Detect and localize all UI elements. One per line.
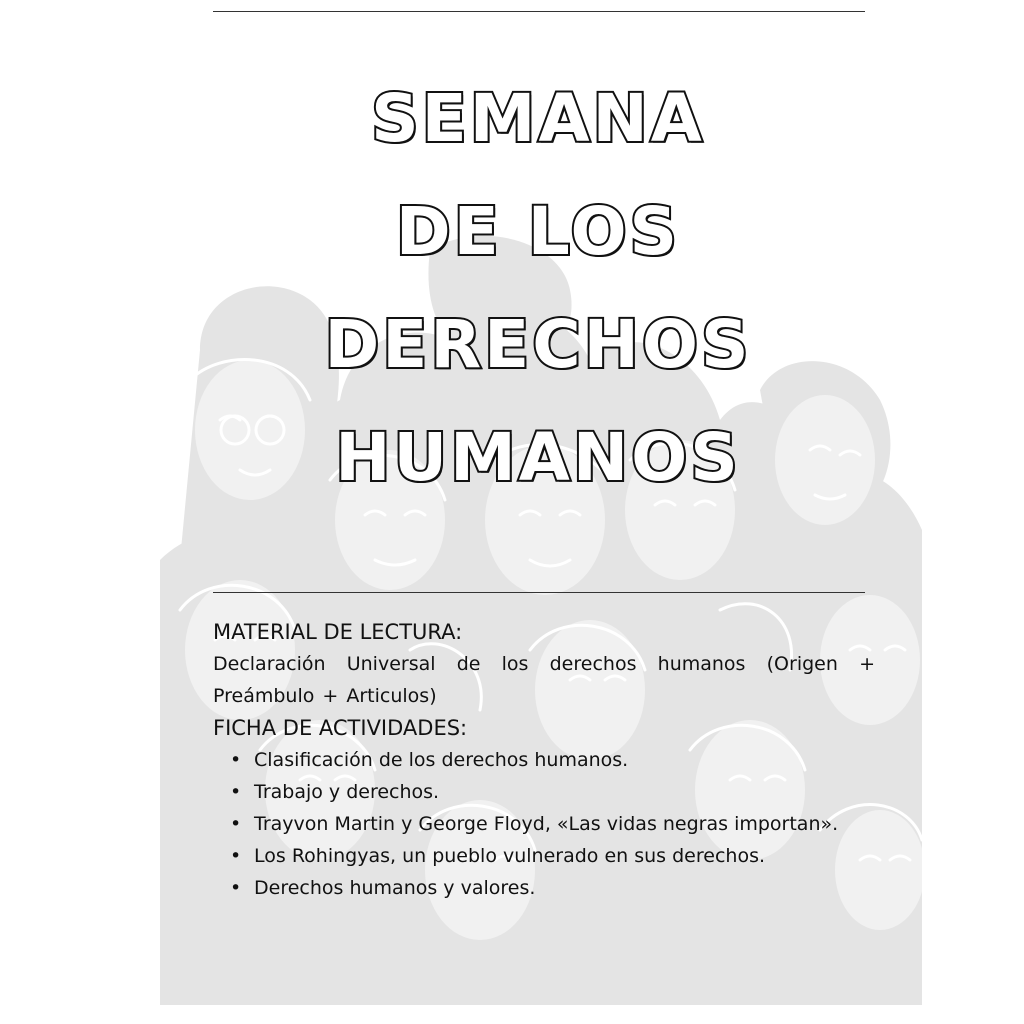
reading-label: MATERIAL DE LECTURA: [213,620,463,644]
title-line-3: DERECHOS [324,306,752,383]
activities-label: FICHA DE ACTIVIDADES: [213,716,468,740]
title-line-4: HUMANOS [335,419,741,496]
page-title [212,62,864,514]
title-line-1: SEMANA [371,80,705,157]
list-item: • Derechos humanos y valores. [254,872,875,904]
list-item: • Los Rohingyas, un pueblo vulnerado en sus derechos. [254,840,875,872]
list-item: • Trabajo y derechos. [254,776,875,808]
title-line-2: DE LOS [395,193,681,270]
list-item: • Trayvon Martin y George Floyd, «Las vidas negras importan». [254,808,875,840]
reading-text: Declaración Universal de los derechos humanos (Origen + Preámbulo + Articulos) [213,653,875,707]
activities-list [213,744,875,904]
top-divider [213,11,865,12]
list-item: • Clasificación de los derechos humanos. [254,744,875,776]
content-section [213,616,875,904]
middle-divider [213,592,865,593]
